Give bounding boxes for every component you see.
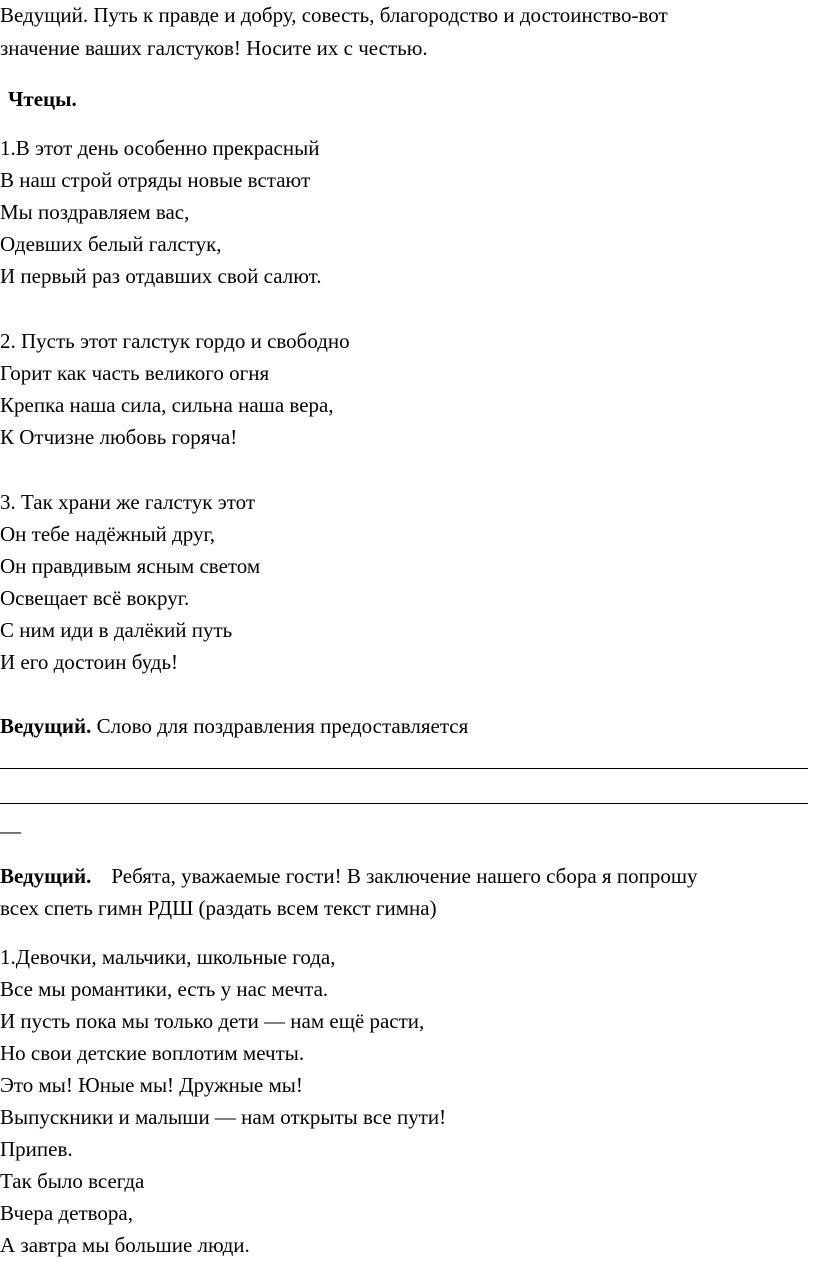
verse3-line: С ним иди в далёкий путь (0, 618, 233, 642)
blank-fill-line (0, 768, 808, 769)
anthem-line: Вчера детвора, (0, 1201, 133, 1225)
verse1-line: В наш строй отряды новые встают (0, 168, 311, 192)
verse3-line: Он правдивым ясным светом (0, 554, 261, 578)
intro-line-2: значение ваших галстуков! Носите их с честью. (0, 36, 428, 60)
verse1-line: И первый раз отдавших свой салют. (0, 264, 322, 288)
anthem-line: Выпускники и малыши — нам открыты все пути! (0, 1105, 447, 1129)
anthem-line: А завтра мы большие люди. (0, 1233, 250, 1257)
anthem-line: Так было всегда (0, 1169, 145, 1193)
readers-heading: Чтецы. (8, 87, 77, 111)
verse3-line: Освещает всё вокруг. (0, 586, 190, 610)
verse3-line: 3. Так храни же галстук этот (0, 490, 256, 514)
verse2-line: К Отчизне любовь горяча! (0, 425, 238, 449)
host-closing-line-2: всех спеть гимн РДШ (раздать всем текст гимна) (0, 896, 437, 920)
host-label: Ведущий. (0, 864, 92, 888)
host-label: Ведущий. (0, 714, 92, 738)
verse2-line: Горит как часть великого огня (0, 361, 270, 385)
host-closing-line (0, 864, 697, 888)
anthem-line: Но свои детские воплотим мечты. (0, 1041, 305, 1065)
anthem-line: И пусть пока мы только дети — нам ещё расти, (0, 1009, 425, 1033)
intro-line-1: Ведущий. Путь к правде и добру, совесть, благородство и достоинство-вот (0, 3, 668, 27)
host-closing-text: Ребята, уважаемые гости! В заключение нашего сбора я попрошу (111, 864, 698, 888)
verse1-line: 1.В этот день особенно прекрасный (0, 136, 320, 160)
blank-fill-tail: __ (0, 812, 21, 836)
anthem-line: Припев. (0, 1137, 73, 1161)
anthem-line: 1.Девочки, мальчики, школьные года, (0, 945, 336, 969)
verse1-line: Мы поздравляем вас, (0, 200, 190, 224)
host-congrats-line (0, 714, 468, 738)
blank-fill-line (0, 803, 808, 804)
anthem-line: Это мы! Юные мы! Дружные мы! (0, 1073, 303, 1097)
host-congrats-text: Слово для поздравления предоставляется (91, 714, 469, 738)
verse2-line: Крепка наша сила, сильна наша вера, (0, 393, 334, 417)
verse3-line: И его достоин будь! (0, 650, 179, 674)
verse3-line: Он тебе надёжный друг, (0, 522, 215, 546)
verse1-line: Одевших белый галстук, (0, 232, 222, 256)
anthem-line: Все мы романтики, есть у нас мечта. (0, 977, 329, 1001)
verse2-line: 2. Пусть этот галстук гордо и свободно (0, 329, 350, 353)
